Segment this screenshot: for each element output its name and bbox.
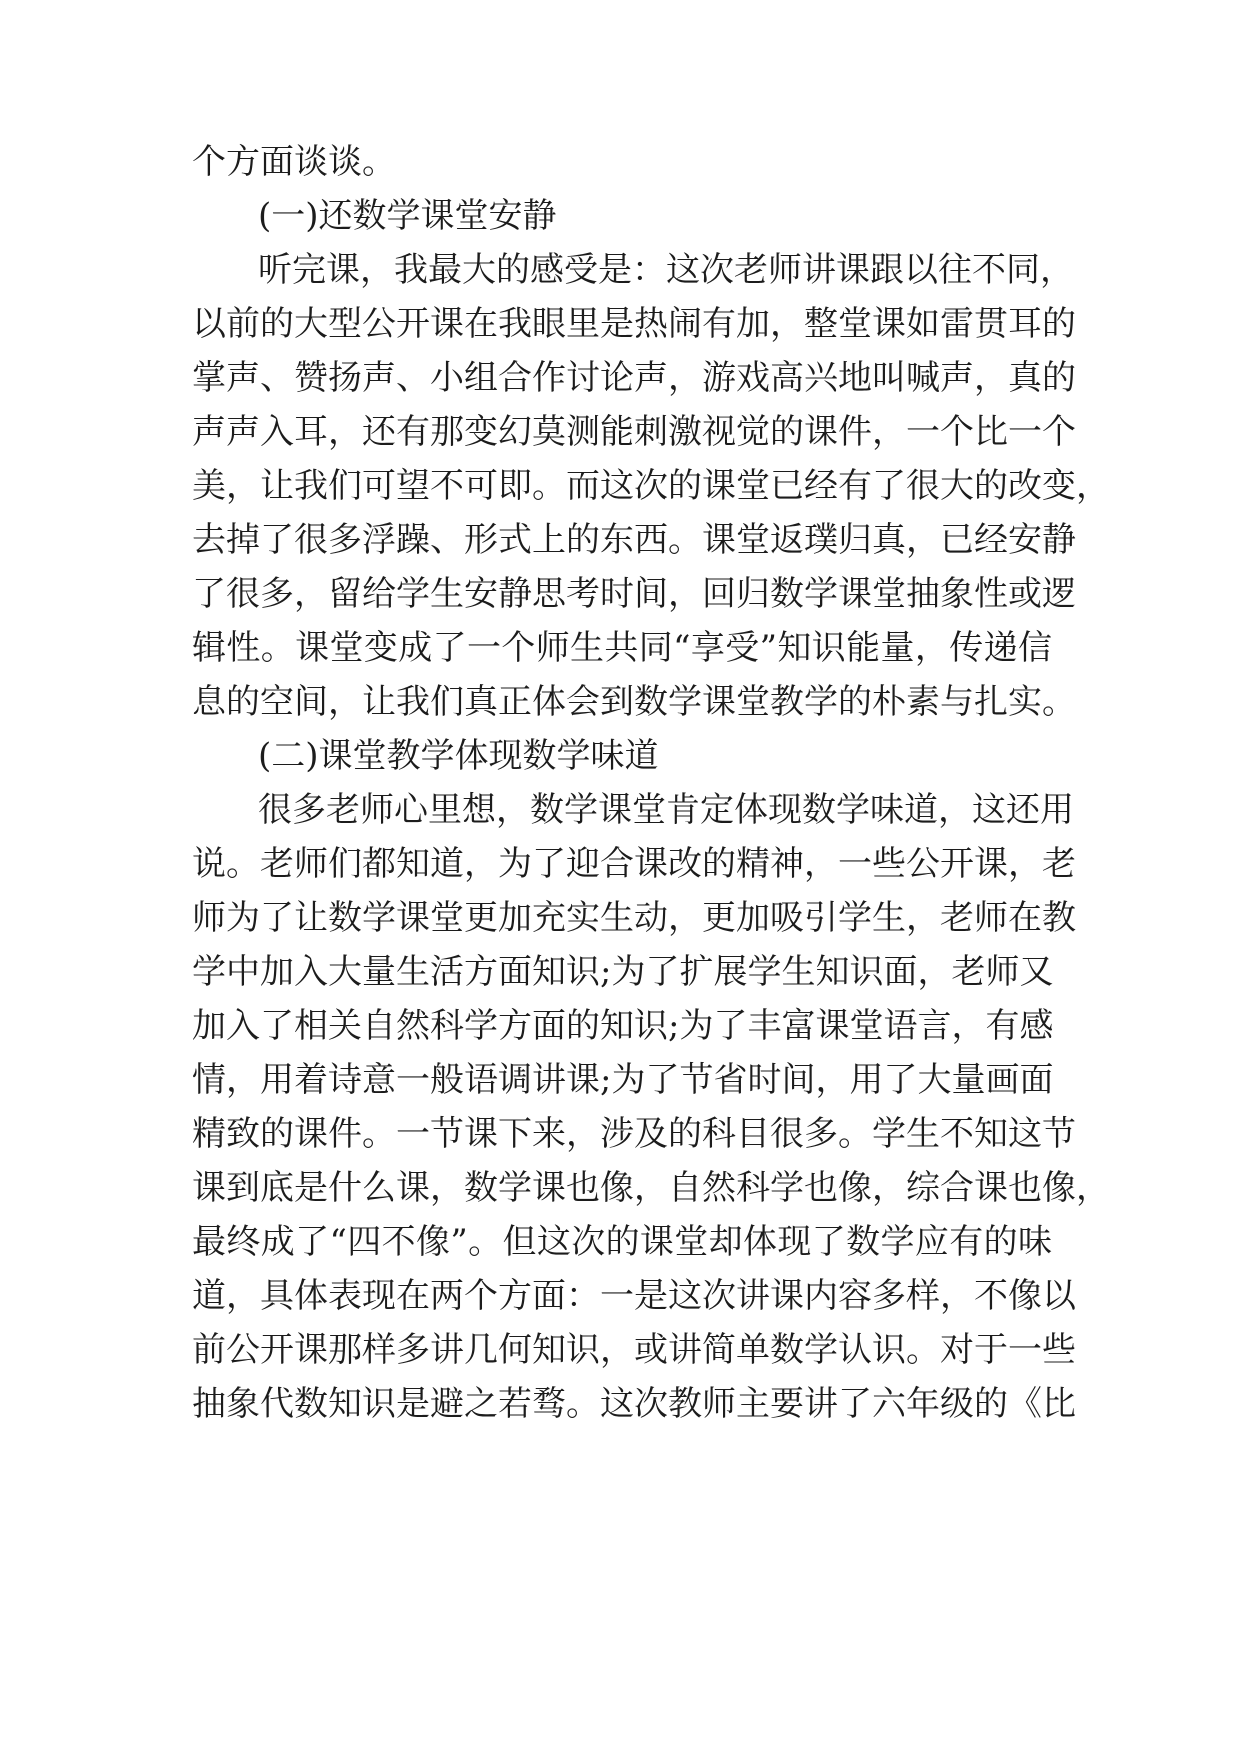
text-line: 辑性。课堂变成了一个师生共同“享受”知识能量，传递信 <box>192 628 1052 668</box>
text-line: 抽象代数知识是避之若骛。这次教师主要讲了六年级的《比 <box>192 1384 1076 1424</box>
text-line: 很多老师心里想，数学课堂肯定体现数学味道，这还用 <box>258 790 1074 830</box>
section-heading: (二)课堂教学体现数学味道 <box>258 736 659 776</box>
text-line: 美，让我们可望不可即。而这次的课堂已经有了很大的改变， <box>192 466 1110 506</box>
text-line: 以前的大型公开课在我眼里是热闹有加，整堂课如雷贯耳的 <box>192 304 1076 344</box>
text-line: 说。老师们都知道，为了迎合课改的精神，一些公开课，老 <box>192 844 1076 884</box>
text-line: 声声入耳，还有那变幻莫测能刺激视觉的课件，一个比一个 <box>192 412 1076 452</box>
text-line: 个方面谈谈。 <box>192 142 396 182</box>
text-line: 课到底是什么课，数学课也像，自然科学也像，综合课也像， <box>192 1168 1110 1208</box>
text-line: 道，具体表现在两个方面：一是这次讲课内容多样，不像以 <box>192 1276 1076 1316</box>
text-line: 了很多，留给学生安静思考时间，回归数学课堂抽象性或逻 <box>192 574 1076 614</box>
text-line: 前公开课那样多讲几何知识，或讲简单数学认识。对于一些 <box>192 1330 1076 1370</box>
text-line: 加入了相关自然科学方面的知识;为了丰富课堂语言，有感 <box>192 1006 1054 1046</box>
text-line: 情，用着诗意一般语调讲课;为了节省时间，用了大量画面 <box>192 1060 1054 1100</box>
text-line: 精致的课件。一节课下来，涉及的科目很多。学生不知这节 <box>192 1114 1076 1154</box>
text-line: 最终成了“四不像”。但这次的课堂却体现了数学应有的味 <box>192 1222 1052 1262</box>
text-line: 息的空间，让我们真正体会到数学课堂教学的朴素与扎实。 <box>192 682 1076 722</box>
text-line: 师为了让数学课堂更加充实生动，更加吸引学生，老师在教 <box>192 898 1076 938</box>
text-line: 学中加入大量生活方面知识;为了扩展学生知识面，老师又 <box>192 952 1054 992</box>
section-heading: (一)还数学课堂安静 <box>258 196 557 236</box>
text-line: 听完课，我最大的感受是：这次老师讲课跟以往不同， <box>258 250 1074 290</box>
text-line: 掌声、赞扬声、小组合作讨论声，游戏高兴地叫喊声，真的 <box>192 358 1076 398</box>
text-line: 去掉了很多浮躁、形式上的东西。课堂返璞归真，已经安静 <box>192 520 1076 560</box>
